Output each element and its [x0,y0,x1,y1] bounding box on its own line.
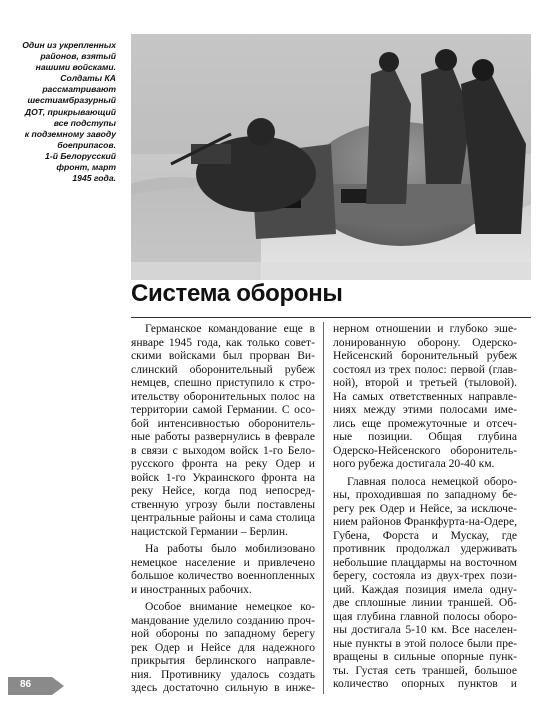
caption-line: Один из укрепленных [22,40,116,50]
caption-line: шестиамбразурный [27,95,116,106]
war-photo [131,34,531,280]
arrow-tab-icon [8,677,64,695]
text-line: нием районов Франкфурта-на-Одере, [333,515,517,528]
text-line: здесь достаточно сильную в инже- [131,681,315,694]
text-line: ны, проходившая по западному бе- [333,488,517,501]
text-line: большое количество военнопленных [131,569,315,582]
text-line: Одерско-Нейсенского оборонитель- [333,443,517,457]
text-line: ные позиции. Общая глубина [333,430,517,443]
text-line: прикрытия берлинского направле- [131,654,315,667]
text-line: небольшие плацдармы на восточном [333,555,517,569]
text-line: щая глубина главной полосы оборо- [333,609,517,623]
text-line: берегу, состояла из двух-трех пози- [333,569,517,582]
text-line: На самых ответственных направле- [333,389,517,403]
caption-line: рассматривают [42,84,116,95]
text-line: скими войсками был прорван Ви- [131,349,315,362]
text-line: противник продолжал удерживать [333,542,517,555]
text-line: лонированную оборону. Одерско- [333,335,517,349]
text-line: ного рубежа достигала 20-40 км. [333,457,495,470]
text-line: ные пункты в этой полосе были пре- [333,636,517,650]
heading-rule [131,317,531,318]
text-line: нерном отношении и глубоко эше- [333,322,517,335]
column-divider [323,322,324,694]
text-line: ной обороны по западному берегу [131,627,315,640]
text-line: ные работы развернулись в феврале [131,430,315,443]
caption-line: нашими войсками. [35,62,116,73]
text-line: мандование уделило созданию проч- [131,613,315,627]
page-number: 86 [20,679,32,690]
caption-line: 1945 года. [72,173,116,184]
text-line: ной), второй и третьей (тыловой). [333,376,517,389]
bunker-soldiers-photo [131,34,531,280]
text-line: ты. Густая сеть траншей, большое [333,663,517,677]
caption-line: 1-й Белорусский [45,150,116,161]
text-column-right [333,322,517,691]
text-line: немецкое население и привлечено [131,555,315,569]
text-line: реку Нейсе, когда под непосред- [131,484,315,497]
text-line: русского фронта на реку Одер и [131,457,315,470]
text-line: слинский оборонительный рубеж [131,362,315,376]
text-line: ния. Противнику удалось создать [131,667,315,681]
photo-caption [8,40,116,184]
section-heading: Система обороны [131,280,343,307]
text-line: Германское командование еще в [145,322,315,335]
page-number-badge [8,677,64,695]
text-line: регу рек Одер и Нейсе, за исключе- [333,501,517,515]
text-line: рек Одер и Нейсе для надежного [131,640,315,654]
caption-line: фронт, март [56,162,116,173]
text-line: ственную угрозу были поставлены [131,497,315,511]
text-line: Нейсенский боронительный рубеж [333,349,517,362]
text-line: центральные районы и сама столица [131,511,315,524]
text-line: немцев, спешно приступило к стро- [131,376,315,389]
text-line: ны достигала 5-10 км. Все населен- [333,623,517,636]
text-line: лись еще промежуточные и отсеч- [333,416,517,430]
text-line: Главная полоса немецкой оборо- [347,474,517,488]
caption-line: районов, взятый [40,51,116,62]
caption-line: все подступы [53,117,116,128]
text-line: ций. Каждая позиция имела одну- [333,582,517,596]
text-line: территории самой Германии. С осо- [131,403,315,416]
text-line: Губена, Форста и Мускау, где [333,528,517,542]
caption-line: к подземному заводу [24,128,116,139]
text-line: Особое внимание немецкое ко- [145,600,315,613]
text-line: две сплошные линии траншей. Об- [333,596,517,609]
text-line: ительству оборонительных полос на [131,389,315,403]
text-line: ниях между этими полосами име- [333,403,517,416]
text-line: бой интенсивностью оборонитель- [131,416,315,430]
caption-line: Солдаты КА [60,73,116,84]
caption-line: боеприпасов. [57,139,116,150]
text-line: в связи с выходом войск 1-го Бело- [131,443,315,457]
text-line: На работы было мобилизовано [145,542,315,555]
text-line: нацистской Германии – Берлин. [131,524,288,538]
text-column-left [131,322,315,695]
text-line: состоял из трех полос: первой (глав- [333,362,517,376]
text-line: количество опорных пунктов и [333,677,517,690]
text-line: январе 1945 года, как только совет- [131,335,315,349]
text-line: и иностранных рабочих. [131,582,252,596]
caption-line: ДОТ, прикрывающий [24,106,116,117]
text-line: вращены в сильные опорные пунк- [333,650,517,663]
text-line: войск 1-го Украинского фронта на [131,470,315,484]
